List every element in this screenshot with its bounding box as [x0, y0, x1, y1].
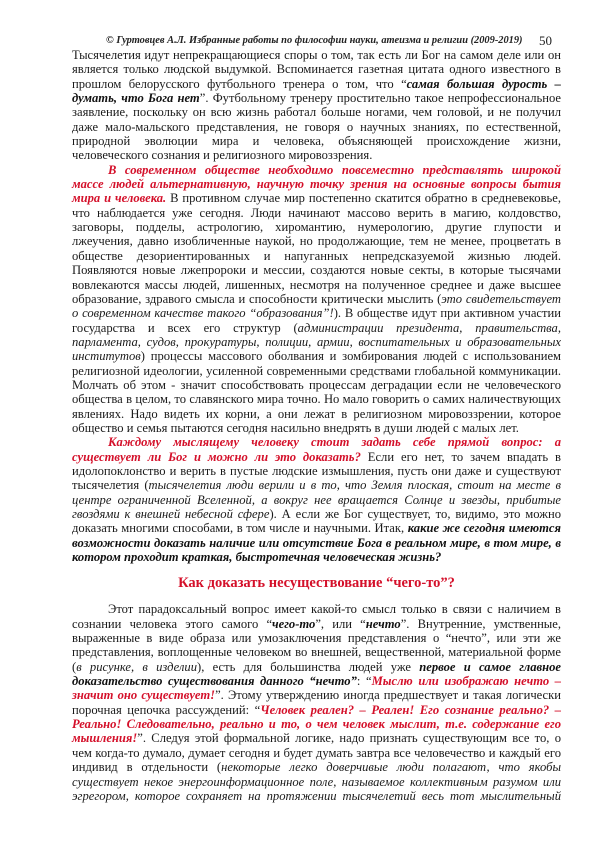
paragraph — [72, 435, 561, 564]
italic-run: некоторые легко доверчивые люди полагают, что якобы существует некое энергоинформационное поле, называемое коллективным разумом или эгрегором, которое сохраняет на протяжении тысячелетий весь тот мыслительный — [72, 760, 562, 803]
page-number: 50 — [539, 33, 552, 48]
text-run: Если его нет, то зачем впадать в идолопоклонство и верить в пустые людские измышления, пусть они даже и существуют тысячелетия ( — [72, 449, 561, 493]
highlight-red: Человек реален? – Реален! Его сознание реально? – Реально! Следовательно, реально и то, о чем человек мыслит, т.е. содержание его мышления! — [72, 702, 561, 746]
italic-run: это свидетельствует о современном качестве такого “образования”! — [72, 291, 561, 321]
highlight-red: Каждому мыслящему человеку стоит задать себе прямой вопрос: а существует ли Бог и можно ли это доказать? — [72, 435, 561, 464]
text-run: ), есть для большинства людей уже — [197, 659, 420, 674]
italic-run: администрации президента, правительства, парламента, судов, прокуратуры, полиции, армии, воспитательных и образовательных институтов — [72, 320, 561, 364]
page-body — [72, 48, 561, 803]
emphasis-bold-italic: нечто — [365, 616, 401, 631]
italic-run: тысячелетия люди верили и в то, что Земля плоская, стоит на месте в центре ограниченной Вселенной, а вокруг нее вращается Солнце и звезды, прибитые гвоздями к внешней небесной сфере — [72, 478, 561, 521]
paragraphs-after — [72, 602, 561, 803]
emphasis-bold-italic: чего-то — [272, 616, 316, 631]
running-header-title: © Гуртовцев А.Л. Избранные работы по философии науки, атеизма и религии (2009-2019) — [106, 35, 523, 46]
text-run: ”. Следуя этой формальной логике, надо признать существующим все то, о чем когда-то думало, думает сегодня и будет думать завтра все человечество и каждый его индивид в отдельности ( — [72, 731, 561, 775]
highlight-red: В современном обществе необходимо повсеместно представлять широкой массе людей альтернативную, научную точку зрения на основные вопросы бытия мира и человека. — [72, 162, 561, 206]
emphasis-bold-italic: какие же сегодня имеются возможности доказать наличие или отсутствие Бога в реальном мире, в том мире, в котором проходит краткая, быстротечная человеческая жизнь? — [72, 521, 561, 565]
text-run: ”. Внутренние, умственные, выраженные в виде образа или умозаключения представления о “нечто”, или эти же представления, воплощенные человеком во внешней, вещественной, материальной форме ( — [72, 616, 562, 674]
text-run: ”. Футбольному тренеру простительно такое непрофессиональное заявление, поскольку он всю жизнь работал больше ногами, чем головой, и не получил даже мало-мальского представления, не говоря о научных знаниях, по естественной, природной эволюции мира и человека, объясняющей происхождение жизни, человеческого сознания и религиозного мировоззрения. — [72, 91, 561, 163]
text-run: ) процессы массового оболвания и зомбирования людей с использованием религиозной идеологии, усиленной современными средствами глобальной коммуникации. Молчать об этом - значит способствовать процессам деградации если не человеческого общества в целом, то славянского мира точно. Но мало говорить о самих наличествующих явлениях. Надо видеть их корни, а они лежат в религиозном мировоззрении, которое общество и семья пытаются сегодня насильно внедрять в души людей с малых лет. — [72, 349, 561, 435]
text-run: Тысячелетия идут непрекращающиеся споры о том, так есть ли Бог на самом деле или он является только людской выдумкой. Вспоминается газетная цитата одного известного в прошлом белорусского футбольного тренера о том, что “ — [72, 48, 561, 91]
text-run: ). В обществе идут при активном участии государства и всех его структур ( — [72, 306, 561, 335]
paragraph — [72, 163, 561, 436]
paragraph — [72, 602, 561, 803]
emphasis-bold-italic: самая большая дурость – думать, что Бога нет — [72, 76, 561, 106]
text-run: ”, или “ — [315, 616, 366, 631]
text-run: В противном случае мир постепенно скатится обратно в средневековье, что наблюдается уже сегодня. Люди начинают массово верить в магию, колдовство, заговоры, подделы, астрологию, хиромантию, нумерологию, другие глупости и лжеучения, давно изобличенные наукой, но продолжающие, тем не менее, процветать в обществе дезориентированных и напуганных непредсказуемой жизнью людей. Появляются новые лжепророки и мессии, создаются новые секты, в которые тысячами вовлекаются массы людей, лишенных, несмотря на полученное среднее и даже высшее образование, здравого смысла и способности критически мыслить ( — [72, 191, 562, 306]
italic-run: в рисунке, в изделии — [76, 659, 198, 674]
emphasis-bold-italic: первое и самое главное доказательство существования данного “нечто” — [72, 659, 561, 689]
section-heading: Как доказать несуществование “чего-то”? — [178, 575, 455, 592]
highlight-red: Мыслю или изображаю нечто – значит оно существует! — [72, 674, 561, 703]
text-run: : “ — [356, 674, 372, 689]
text-run: ”. Этому утверждению иногда предшествует и такая логически порочная цепочка рассуждений: “ — [72, 688, 562, 717]
paragraphs-before — [72, 48, 561, 564]
text-run: ). А если же Бог существует, то, видимо, это можно доказать многими способами, в том числе и научными. Итак, — [72, 507, 561, 536]
paragraph — [72, 48, 561, 163]
text-run: Этот парадоксальный вопрос имеет какой-то смысл только в связи с наличием в сознании человека этого самого “ — [72, 602, 561, 631]
